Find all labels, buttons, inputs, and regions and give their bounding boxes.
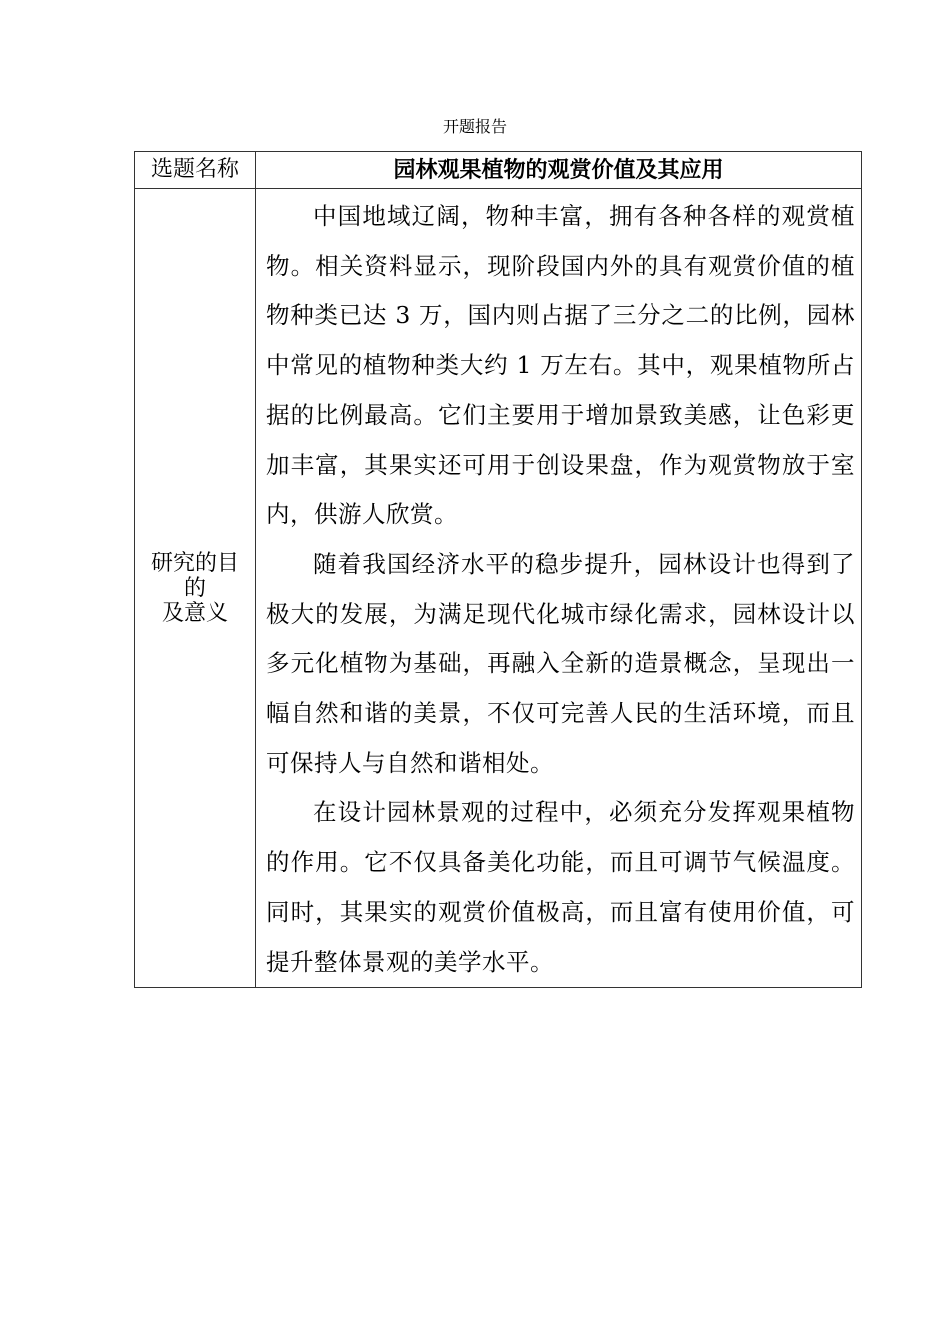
purpose-paragraph-1: 中国地域辽阔，物种丰富，拥有各种各样的观赏植物。相关资料显示，现阶段国内外的具有观赏价值的植物种类已达 3 万，国内则占据了三分之二的比例，园林中常见的植物种类大约 1 万左右。其中，观果植物所占据的比例最高。它们主要用于增加景致美感，让色彩更加丰富，其果实还可用于创设果盘，作为观赏物放于室内，供游人欣赏。 (266, 202, 855, 529)
purpose-row (135, 189, 862, 988)
purpose-content (256, 189, 862, 988)
topic-title: 园林观果植物的观赏价值及其应用 (256, 152, 862, 189)
proposal-table (134, 151, 862, 988)
topic-row (135, 152, 862, 189)
document-title: 开题报告 (442, 117, 507, 136)
purpose-label (135, 189, 256, 988)
purpose-paragraph-3: 在设计园林景观的过程中，必须充分发挥观果植物的作用。它不仅具备美化功能，而且可调节气候温度。同时，其果实的观赏价值极高，而且富有使用价值，可提升整体景观的美学水平。 (266, 798, 855, 976)
purpose-label-line-2: 的 (183, 575, 206, 601)
topic-label: 选题名称 (135, 152, 256, 189)
purpose-label-line-3: 及意义 (161, 600, 228, 626)
purpose-label-line-1: 研究的目 (150, 550, 239, 576)
purpose-paragraph-2: 随着我国经济水平的稳步提升，园林设计也得到了极大的发展，为满足现代化城市绿化需求，园林设计以多元化植物为基础，再融入全新的造景概念，呈现出一幅自然和谐的美景，不仅可完善人民的生活环境，而且可保持人与自然和谐相处。 (266, 549, 855, 777)
